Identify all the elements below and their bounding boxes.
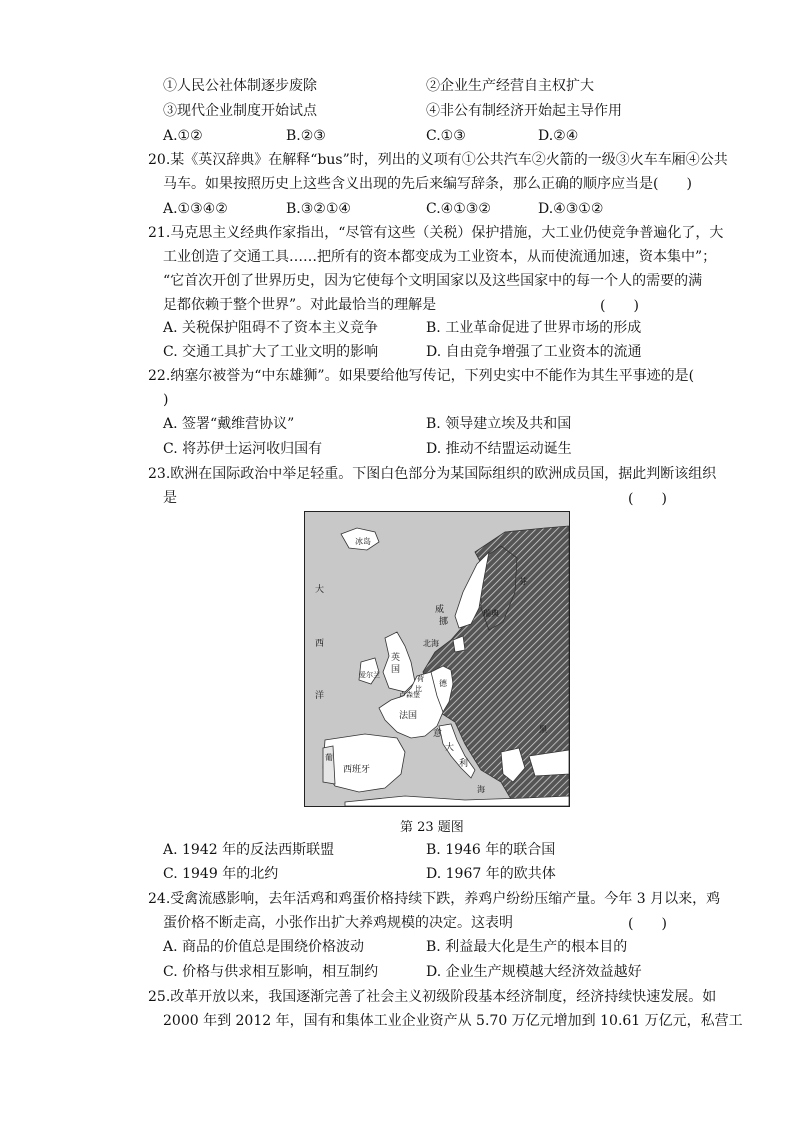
map-label-north-sea: 北海 bbox=[423, 639, 439, 648]
q21-stem-line-1: 21.马克思主义经典作家指出，“尽管有这些（关税）保护措施，大工业仍使竞争普遍化了，大 bbox=[148, 225, 724, 241]
map-label-norway-2: 挪 bbox=[439, 617, 449, 627]
q19-option-c: C.①③ bbox=[426, 128, 466, 144]
map-label-ireland: 爱尔兰 bbox=[359, 671, 380, 679]
q20-option-b: B.③②①④ bbox=[286, 201, 351, 217]
map-label-atlantic-3: 洋 bbox=[315, 691, 325, 701]
map-label-germany: 德 bbox=[439, 679, 447, 688]
map-label-atlantic-2: 西 bbox=[315, 639, 325, 649]
q23-option-d: D. 1967 年的欧共体 bbox=[426, 866, 556, 882]
q22-option-c: C. 将苏伊士运河收归国有 bbox=[163, 441, 323, 457]
q21-option-b: B. 工业革命促进了世界市场的形成 bbox=[426, 320, 642, 336]
q24-option-c: C. 价格与供求相互影响，相互制约 bbox=[163, 964, 379, 980]
map-label-italy-1: 意 bbox=[433, 729, 443, 739]
q24-stem-line-2: 蛋价格不断走高，小张作出扩大养鸡规模的决定。这表明 bbox=[163, 915, 513, 931]
q21-option-c: C. 交通工具扩大了工业文明的影响 bbox=[163, 344, 379, 360]
q24-option-b: B. 利益最大化是生产的根本目的 bbox=[426, 939, 628, 955]
q22-stem-line-1: 22.纳塞尔被誉为“中东雄狮”。如果要给他写传记，下列史实中不能作为其生平事迹的是( bbox=[148, 368, 695, 384]
map-label-portugal: 葡 bbox=[325, 753, 333, 762]
map-label-spain: 西班牙 bbox=[343, 765, 371, 775]
q23-option-c: C. 1949 年的北约 bbox=[163, 866, 279, 882]
q20-option-d: D.④③①② bbox=[538, 201, 604, 217]
map-label-uk-1: 英 bbox=[391, 653, 401, 663]
q19-option-b: B.②③ bbox=[286, 128, 326, 144]
q23-stem-line-1: 23.欧洲在国际政治中举足轻重。下图白色部分为某国际组织的欧洲成员国，据此判断该组织 bbox=[148, 466, 717, 482]
q24-option-d: D. 企业生产规模越大经济效益越好 bbox=[426, 964, 642, 980]
q23-stem-line-2: 是 bbox=[163, 490, 177, 506]
q23-option-a: A. 1942 年的反法西斯联盟 bbox=[163, 842, 335, 858]
europe-map bbox=[304, 511, 570, 807]
q25-stem-line-2: 2000 年到 2012 年，国有和集体工业企业资产从 5.70 万亿元增加到 10.61 万亿元，私营工 bbox=[163, 1013, 743, 1029]
q19-item-1: ①人民公社体制逐步废除 bbox=[163, 78, 317, 94]
q24-option-a: A. 商品的价值总是围绕价格波动 bbox=[163, 939, 365, 955]
q20-option-a: A.①③④② bbox=[163, 201, 228, 217]
q19-item-2: ②企业生产经营自主权扩大 bbox=[426, 78, 594, 94]
map-label-france: 法国 bbox=[399, 711, 418, 721]
q21-option-d: D. 自由竞争增强了工业资本的流通 bbox=[426, 344, 642, 360]
map-label-italy-3: 利 bbox=[459, 759, 469, 769]
q19-item-4: ④非公有制经济开始起主导作用 bbox=[426, 103, 622, 119]
map-label-netherlands: 荷 bbox=[417, 675, 424, 683]
map-label-iceland: 冰岛 bbox=[355, 537, 371, 546]
map-label-finland: 芬 bbox=[519, 577, 527, 586]
q20-stem-line-2: 马车。如果按照历史上这些含义出现的先后来编写辞条，那么正确的顺序应当是( ) bbox=[163, 176, 692, 192]
map-label-sweden: 瑞典 bbox=[483, 609, 499, 618]
q21-stem-line-2: 工业创造了交通工具……把所有的资本都变成为工业资本，从而使流通加速，资本集中”； bbox=[163, 249, 717, 265]
q22-option-d: D. 推动不结盟运动诞生 bbox=[426, 441, 572, 457]
map-label-norway-1: 威 bbox=[435, 605, 445, 615]
map-label-sea: 海 bbox=[477, 785, 485, 794]
q25-stem-line-1: 25.改革开放以来，我国逐渐完善了社会主义初级阶段基本经济制度，经济持续快速发展。如 bbox=[148, 989, 717, 1005]
q23-option-b: B. 1946 年的联合国 bbox=[426, 842, 556, 858]
q22-option-a: A. 签署“戴维营协议” bbox=[163, 416, 295, 432]
q22-option-b: B. 领导建立埃及共和国 bbox=[426, 416, 572, 432]
q24-answer-parens: ( ) bbox=[628, 916, 667, 932]
q23-answer-parens: ( ) bbox=[628, 491, 667, 507]
figure-caption: 第 23 题图 bbox=[400, 820, 464, 835]
q21-stem-line-4: 足都依赖于整个世界”。对此最恰当的理解是 bbox=[163, 297, 437, 313]
q19-option-a: A.①② bbox=[163, 128, 203, 144]
map-label-italy-2: 大 bbox=[445, 743, 455, 753]
q20-option-c: C.④①③② bbox=[426, 201, 491, 217]
q21-answer-parens: ( ) bbox=[600, 298, 639, 314]
q19-option-d: D.②④ bbox=[538, 128, 579, 144]
q24-stem-line-1: 24.受禽流感影响，去年活鸡和鸡蛋价格持续下跌，养鸡户纷纷压缩产量。今年 3 月以来，鸡 bbox=[148, 891, 721, 907]
map-label-uk-2: 国 bbox=[391, 665, 401, 675]
q21-stem-line-3: “它首次开创了世界历史，因为它使每个文明国家以及这些国家中的每一个人的需要的满 bbox=[163, 273, 703, 289]
q22-stem-line-2: ) bbox=[163, 392, 169, 408]
map-label-belgium: 比 bbox=[415, 685, 422, 693]
q21-option-a: A. 关税保护阻碍不了资本主义竞争 bbox=[163, 320, 379, 336]
q19-item-3: ③现代企业制度开始试点 bbox=[163, 103, 317, 119]
map-label-black: 黑 bbox=[539, 725, 547, 734]
map-label-luxembourg: 卢森堡 bbox=[399, 691, 420, 699]
map-label-atlantic-1: 大 bbox=[315, 585, 325, 595]
q20-stem-line-1: 20.某《英汉辞典》在解释“bus”时，列出的义项有①公共汽车②火箭的一级③火车车厢④公共 bbox=[148, 152, 728, 168]
